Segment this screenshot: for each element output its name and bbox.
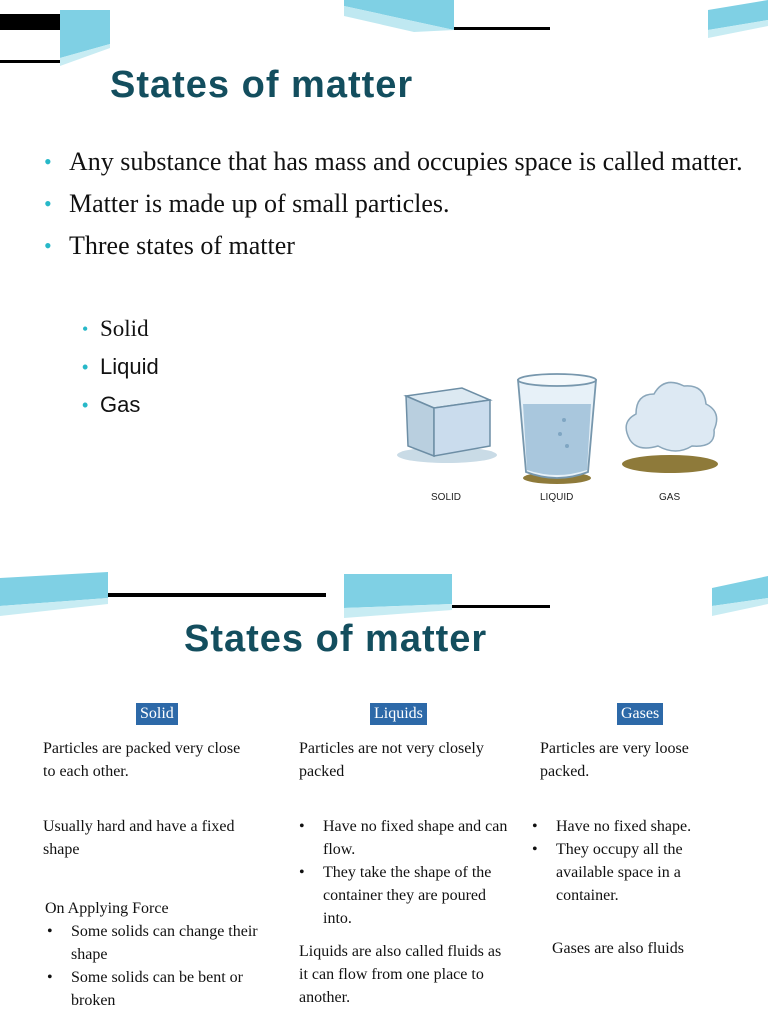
column-heading-gases: Gases [617,703,663,725]
states-of-matter-illustration [392,360,738,510]
slide-title: States of matter [110,64,414,106]
list-item: • Gas [82,386,159,424]
sub-bullet-list [82,310,159,424]
list-item: • Some solids can be bent or broken [45,966,275,1012]
list-item: • They occupy all the available space in a container. [530,838,730,907]
slide-gap [0,540,768,572]
list-item: • They take the shape of the container they are poured into. [297,861,517,930]
column-heading-liquids: Liquids [370,703,427,725]
header-line [108,593,326,597]
bullet-icon: • [44,149,52,174]
solid-force-block [45,897,275,1012]
slide-2 [0,572,768,1024]
list-item: • Have no fixed shape. [530,815,730,838]
header-accent-shape [344,0,454,32]
ice-cube-icon [397,388,497,463]
gas-property-list [530,815,730,907]
bullet-list [44,144,744,270]
header-accent-shape [60,10,110,66]
liquid-intro: Particles are not very closely packed [299,740,484,780]
header-accent-shape [712,576,768,616]
liquid-property-list [297,815,517,930]
header-line [454,27,550,30]
header-accent-shape [344,574,452,618]
solid-intro: Particles are packed very close to each other. [43,740,241,780]
liquid-fluids-note: Liquids are also called fluids as it can flow from one place to another. [299,943,502,1006]
solid-force-heading: On Applying Force [45,900,169,917]
list-item: • Some solids can change their shape [45,920,275,966]
solid-hardness: Usually hard and have a fixed shape [43,818,235,858]
list-item: • Have no fixed shape and can flow. [297,815,517,861]
gas-cloud-icon [622,382,718,473]
header-accent-shape [0,572,108,616]
bullet-icon: • [82,395,89,415]
bullet-icon: • [44,191,52,216]
gas-properties [530,815,730,907]
bullet-icon: • [82,357,89,377]
list-item: • Any substance that has mass and occupies space is called matter. [44,144,744,179]
header-line [0,60,62,63]
header-accent-shape [708,0,768,40]
gas-fluids-note: Gases are also fluids [552,940,684,957]
list-item: • Three states of matter [44,228,744,263]
column-heading-solid: Solid [136,703,178,725]
bullet-icon: • [82,319,89,339]
bullet-icon: • [44,233,52,258]
gas-intro: Particles are very loose packed. [540,740,689,780]
header-line [452,605,550,608]
solid-force-list [45,920,275,1012]
header-bar [0,14,62,30]
list-item: • Matter is made up of small particles. [44,186,744,221]
list-item: • Solid [82,310,159,348]
figure-label-solid: SOLID [431,492,462,503]
figure-label-gas: GAS [659,492,681,503]
figure-label-liquid: LIQUID [540,492,574,503]
liquid-properties [297,815,517,930]
water-glass-icon [518,374,596,484]
slide-title: States of matter [184,618,488,660]
list-item: • Liquid [82,348,159,386]
